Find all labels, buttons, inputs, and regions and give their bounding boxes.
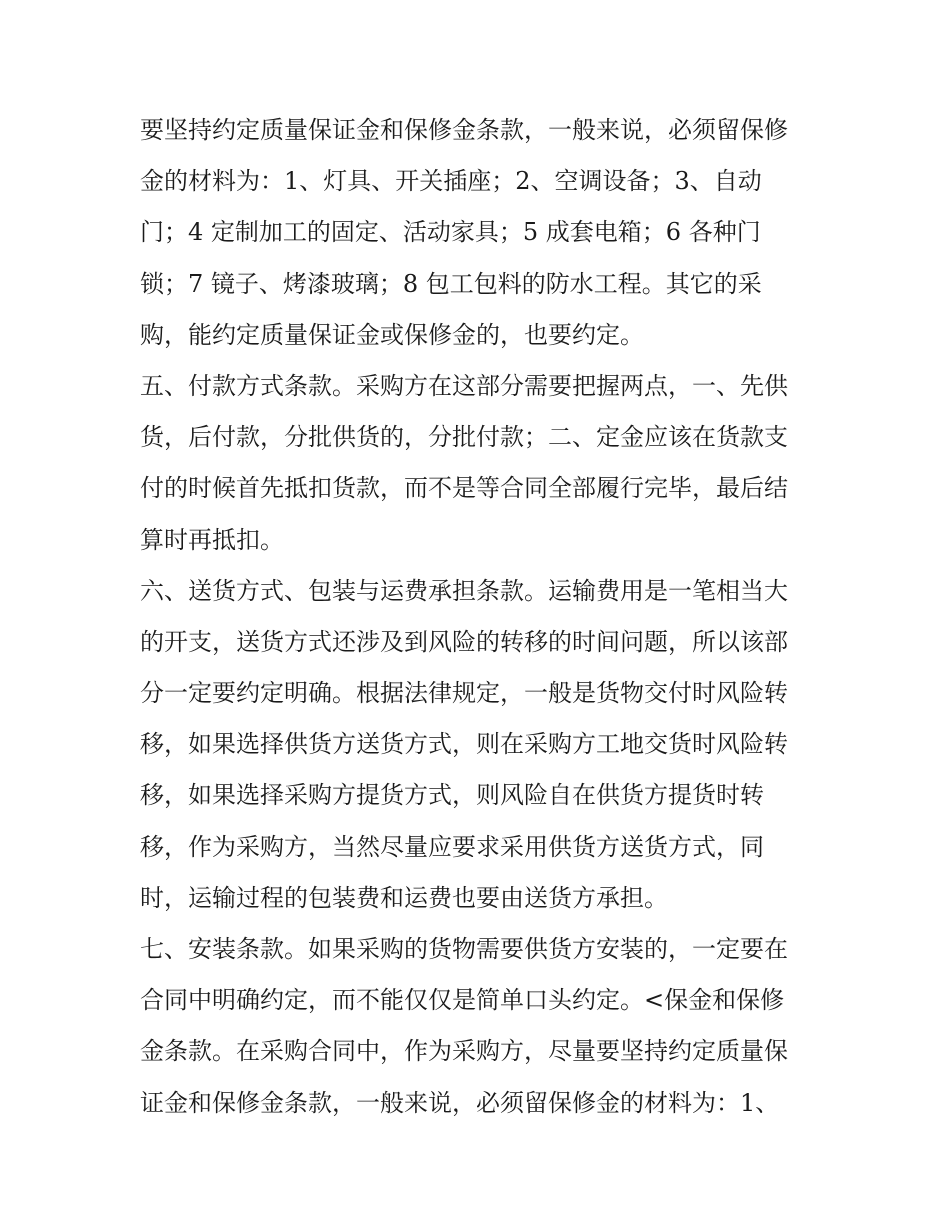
text-line: 时，运输过程的包装费和运费也要由送货方承担。 xyxy=(140,883,668,912)
text-line: 货，后付款，分批供货的，分批付款；二、定金应该在货款支 xyxy=(140,423,788,452)
text-line: 移，如果选择采购方提货方式，则风险自在供货方提货时转 xyxy=(140,781,764,810)
text-line: 合同中明确约定，而不能仅仅是简单口头约定。<保金和保修 xyxy=(140,986,785,1015)
text-line: 算时再抵扣。 xyxy=(140,525,284,554)
text-line: 锁；7 镜子、烤漆玻璃；8 包工包料的防水工程。其它的采 xyxy=(140,269,762,298)
text-line: 六、送货方式、包装与运费承担条款。运输费用是一笔相当大 xyxy=(140,576,788,605)
document-body xyxy=(140,105,820,1129)
text-line: 的开支，送货方式还涉及到风险的转移的时间问题，所以该部 xyxy=(140,627,788,656)
text-line: 金的材料为：1、灯具、开关插座；2、空调设备；3、自动 xyxy=(140,167,762,196)
text-line: 移，如果选择供货方送货方式，则在采购方工地交货时风险转 xyxy=(140,730,788,759)
text-line: 分一定要约定明确。根据法律规定，一般是货物交付时风险转 xyxy=(140,679,788,708)
text-line: 证金和保修金条款，一般来说，必须留保修金的材料为：1、 xyxy=(140,1088,780,1117)
text-line: 七、安装条款。如果采购的货物需要供货方安装的，一定要在 xyxy=(140,935,788,963)
text-line: 移，作为采购方，当然尽量应要求采用供货方送货方式，同 xyxy=(140,832,764,861)
text-line: 五、付款方式条款。采购方在这部分需要把握两点，一、先供 xyxy=(140,371,788,400)
text-line: 金条款。在采购合同中，作为采购方，尽量要坚持约定质量保 xyxy=(140,1037,788,1066)
text-line: 门；4 定制加工的固定、活动家具；5 成套电箱；6 各种门 xyxy=(140,218,761,247)
text-line: 购，能约定质量保证金或保修金的，也要约定。 xyxy=(140,320,644,349)
text-line: 付的时候首先抵扣货款，而不是等合同全部履行完毕，最后结 xyxy=(140,474,788,503)
text-line: 要坚持约定质量保证金和保修金条款，一般来说，必须留保修 xyxy=(140,116,788,144)
